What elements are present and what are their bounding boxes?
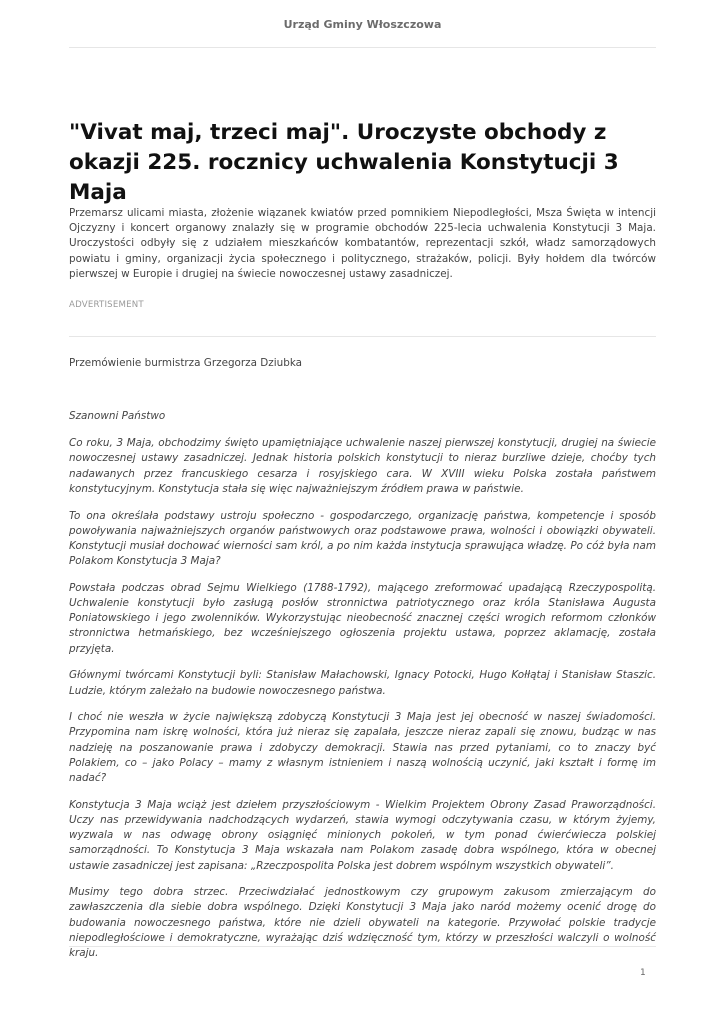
- footer-divider: [69, 946, 656, 947]
- speech-paragraph: Musimy tego dobra strzec. Przeciwdziałać jednostkowym czy grupowym zakusom zmierzającym do zawłaszczenia dla siebie dobra wspólnego. Dzięki Konstytucji 3 Maja jako naród możemy ocenić drogę do budowania nowoczesnego państwa, które nie dzieli obywateli na kategorie. Przywołać polskie tradycje niepodległościowe i demokratyczne, wyrażając dziś wdzięczność tym, którzy w przeszłości walczyli o wolność kraju.: [69, 886, 656, 960]
- speech-body: [69, 409, 656, 973]
- site-name: Urząd Gminy Włoszczowa: [283, 18, 442, 31]
- article-title: "Vivat maj, trzeci maj". Uroczyste obchody z okazji 225. rocznicy uchwalenia Konstytucji 3 Maja: [69, 120, 619, 205]
- speech-paragraph: To ona określała podstawy ustroju społeczno - gospodarczego, organizację państwa, kompetencje i sposób powoływania najważniejszych organów państwowych oraz podstawowe prawa, wolności i obowiązki obywateli. Konstytucji musiał dochować wierności sam król, a po nim każda instytucja sprawująca władzę. Po cóż była nam Polakom Konstytucja 3 Maja?: [69, 509, 656, 568]
- article-lead: Przemarsz ulicami miasta, złożenie wiązanek kwiatów przed pomnikiem Niepodległości, Msza Święta w intencji Ojczyzny i koncert organowy znalazły się w programie obchodów 225-lecia uchwalenia Konstytucji 3 Maja. Uroczystości odbyły się z udziałem mieszkańców kombatantów, reprezentacji szkół, władz samorządowych powiatu i gminy, organizacji życia społecznego i politycznego, strażaków, policji. Były hołdem dla twórców pierwszej w Europie i drugiej na świecie nowoczesnej ustawy zasadniczej.: [69, 207, 656, 280]
- speech-greeting: Szanowni Państwo: [69, 410, 166, 422]
- speech-paragraph: I choć nie weszła w życie największą zdobyczą Konstytucji 3 Maja jest jej obecność w naszej świadomości. Przypomina nam iskrę wolności, która już nieraz się zapalała, jeszcze nieraz zapali się znowu, budząc w nas nadzieję na poszanowanie prawa i zdobyczy demokracji. Stawia nas przed pytaniami, co to znaczy być Polakiem, co – jako Polacy – mamy z własnym istnieniem i naszą wolnością uczynić, jaki kształt i formę im nadać?: [69, 711, 656, 785]
- speech-title: Przemówienie burmistrza Grzegorza Dziubka: [69, 357, 303, 369]
- advertisement-divider: [69, 336, 656, 337]
- advertisement-label: ADVERTISEMENT: [69, 300, 144, 310]
- speech-paragraph: Głównymi twórcami Konstytucji byli: Stanisław Małachowski, Ignacy Potocki, Hugo Kołłątaj i Stanisław Staszic. Ludzie, którym zależało na budowie nowoczesnego państwa.: [69, 669, 656, 697]
- header-divider: [69, 47, 656, 48]
- page-number: 1: [640, 968, 646, 978]
- speech-paragraph: Co roku, 3 Maja, obchodzimy święto upamiętniające uchwalenie naszej pierwszej konstytucji, drugiej na świecie nowoczesnej ustawy zasadniczej. Jednak historia polskich konstytucji to nieraz burzliwe dzieje, choćby tych nadawanych przez francuskiego cesarza i rosyjskiego cara. W XVIII wieku Polska została państwem konstytucyjnym. Konstytucja stała się więc najważniejszym źródłem prawa w państwie.: [69, 437, 656, 495]
- speech-paragraph: Konstytucja 3 Maja wciąż jest dziełem przyszłościowym - Wielkim Projektem Obrony Zasad Praworządności. Uczy nas przewidywania nadchodzących wydarzeń, stawia wymogi odczytywania czasu, w którym żyjemy, wyzwala w nas odwagę obrony osiągnięć minionych pokoleń, w tym ponad ćwierćwiecza polskiej samorządności. To Konstytucja 3 Maja wskazała nam Polakom zasadę dobra wspólnego, która w obecnej ustawie zasadniczej jest zapisana: „Rzeczpospolita Polska jest dobrem wspólnym wszystkich obywateli”.: [69, 798, 656, 872]
- speech-paragraph: Powstała podczas obrad Sejmu Wielkiego (1788-1792), mającego zreformować upadającą Rzeczypospolitą. Uchwalenie konstytucji było zasługą posłów stronnictwa patriotycznego oraz króla Stanisława Augusta Poniatowskiego i jego zwolenników. Wykorzystując nieobecność znacznej części wrogich reformom członków stronnictwa hetmańskiego, bez wcześniejszego ogłoszenia projektu ustawa, poprzez aklamację, została przyjęta.: [69, 581, 656, 655]
